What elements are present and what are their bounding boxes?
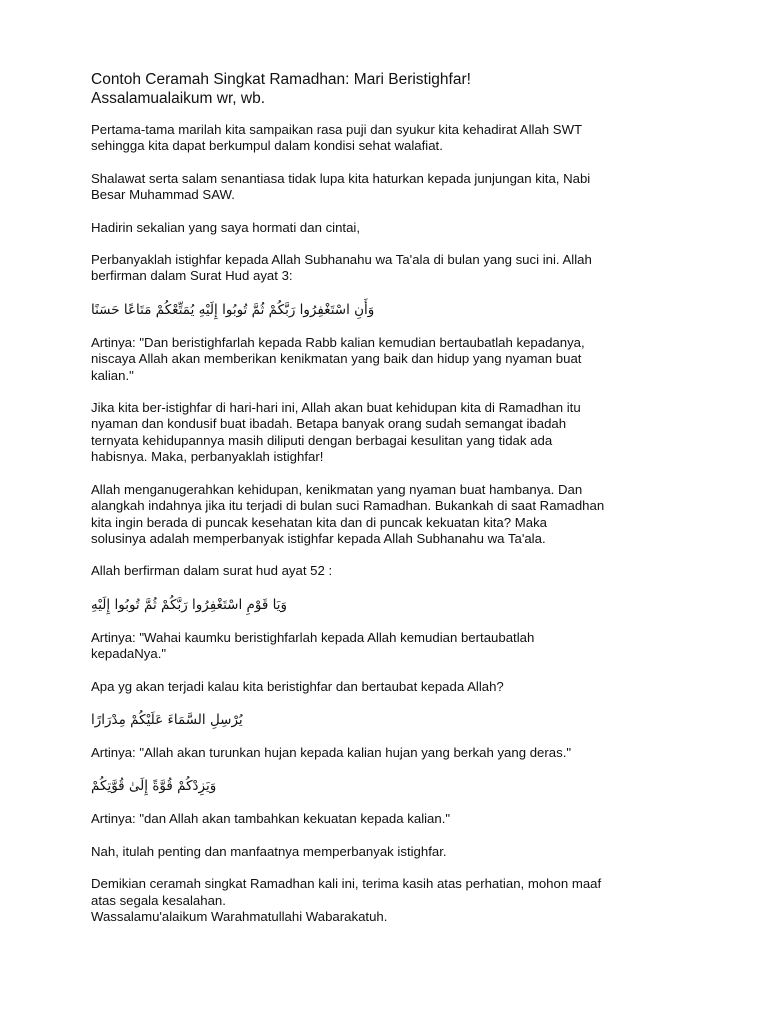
- text-line: Demikian ceramah singkat Ramadhan kali ini, terima kasih atas perhatian, mohon maaf: [91, 876, 602, 892]
- arabic-verse-hud-52-wrap: [91, 596, 691, 614]
- text-line: kalian.": [91, 367, 134, 383]
- arabic-verse-strength: وَيَزِدْكُمْ قُوَّةً إِلَىٰ قُوَّتِكُمْ: [91, 778, 217, 795]
- text-line: Nah, itulah penting dan manfaatnya memperbanyak istighfar.: [91, 843, 447, 859]
- paragraph-translation-2: [91, 630, 691, 663]
- arabic-verse-strength-wrap: [91, 777, 691, 795]
- text-line: atas segala kesalahan.: [91, 892, 226, 908]
- document-page: [91, 70, 691, 925]
- text-line: Artinya: "dan Allah akan tambahkan kekuatan kepada kalian.": [91, 811, 451, 827]
- text-line: Allah menganugerahkan kehidupan, kenikmatan yang nyaman buat hambanya. Dan: [91, 481, 583, 497]
- text-line: berfirman dalam Surat Hud ayat 3:: [91, 268, 293, 284]
- text-line: Wassalamu'alaikum Warahmatullahi Wabarakatuh.: [91, 908, 388, 924]
- paragraph-translation-3: [91, 745, 691, 761]
- text-line: Hadirin sekalian yang saya hormati dan cintai,: [91, 219, 361, 235]
- text-line: Besar Muhammad SAW.: [91, 187, 235, 203]
- text-line: solusinya adalah memperbanyak istighfar kepada Allah Subhanahu wa Ta'ala.: [91, 530, 546, 546]
- paragraph-hadirin: [91, 220, 691, 236]
- text-line: Allah berfirman dalam surat hud ayat 52 :: [91, 563, 333, 579]
- title-line: Contoh Ceramah Singkat Ramadhan: Mari Beristighfar!: [91, 71, 471, 88]
- paragraph-translation-1: [91, 335, 691, 384]
- paragraph-hud-52: [91, 563, 691, 579]
- text-line: Jika kita ber-istighfar di hari-hari ini, Allah akan buat kehidupan kita di Ramadhan itu: [91, 400, 581, 416]
- arabic-verse-hud-3: وَأَنِ اسْتَغْفِرُوا رَبَّكُمْ ثُمَّ تُوبُوا إِلَيْهِ يُمَتِّعْكُمْ مَتَاعًا حَسَنًا: [91, 301, 375, 318]
- paragraph-benefit: [91, 844, 691, 860]
- text-line: niscaya Allah akan memberikan kenikmatan yang baik dan hidup yang nyaman buat: [91, 351, 582, 367]
- paragraph-blessings: [91, 482, 691, 548]
- greeting-line: Assalamualaikum wr, wb.: [91, 90, 266, 107]
- text-line: Perbanyaklah istighfar kepada Allah Subhanahu wa Ta'ala di bulan yang suci ini. Allah: [91, 252, 592, 268]
- arabic-verse-rain: يُرْسِلِ السَّمَاءَ عَلَيْكُمْ مِدْرَارًا: [91, 711, 243, 728]
- text-line: sehingga kita dapat berkumpul dalam kondisi sehat walafiat.: [91, 138, 443, 154]
- paragraph-istighfar: [91, 252, 691, 285]
- paragraph-closing: [91, 876, 691, 925]
- text-line: Pertama-tama marilah kita sampaikan rasa puji dan syukur kita kehadirat Allah SWT: [91, 122, 583, 137]
- document-title: [91, 70, 691, 108]
- text-line: Artinya: "Dan beristighfarlah kepada Rabb kalian kemudian bertaubatlah kepadanya,: [91, 334, 585, 350]
- text-line: habisnya. Maka, perbanyaklah istighfar!: [91, 449, 324, 465]
- text-line: ternyata kehidupannya masih diliputi dengan berbagai kesulitan yang tidak ada: [91, 432, 553, 448]
- paragraph-shalawat: [91, 171, 691, 204]
- arabic-verse-hud-52: وَيَا قَوْمِ اسْتَغْفِرُوا رَبَّكُمْ ثُمَّ تُوبُوا إِلَيْهِ: [91, 596, 287, 613]
- text-line: nyaman dan kondusif buat ibadah. Betapa banyak orang sudah semangat ibadah: [91, 416, 567, 432]
- paragraph-opening: [91, 122, 691, 155]
- arabic-verse-rain-wrap: [91, 711, 691, 729]
- text-line: Artinya: "Allah akan turunkan hujan kepada kalian hujan yang berkah yang deras.": [91, 744, 572, 760]
- arabic-verse-hud-3-wrap: [91, 301, 691, 319]
- text-line: kepadaNya.": [91, 646, 167, 662]
- paragraph-ramadhan-life: [91, 400, 691, 466]
- text-line: kita ingin berada di puncak kesehatan kita dan di puncak kekuatan kita? Maka: [91, 514, 547, 530]
- paragraph-translation-4: [91, 811, 691, 827]
- text-line: alangkah indahnya jika itu terjadi di bulan suci Ramadhan. Bukankah di saat Ramadhan: [91, 498, 605, 514]
- paragraph-question: [91, 679, 691, 695]
- text-line: Shalawat serta salam senantiasa tidak lupa kita haturkan kepada junjungan kita, Nabi: [91, 170, 591, 186]
- text-line: Artinya: "Wahai kaumku beristighfarlah kepada Allah kemudian bertaubatlah: [91, 629, 535, 645]
- text-line: Apa yg akan terjadi kalau kita beristighfar dan bertaubat kepada Allah?: [91, 678, 504, 694]
